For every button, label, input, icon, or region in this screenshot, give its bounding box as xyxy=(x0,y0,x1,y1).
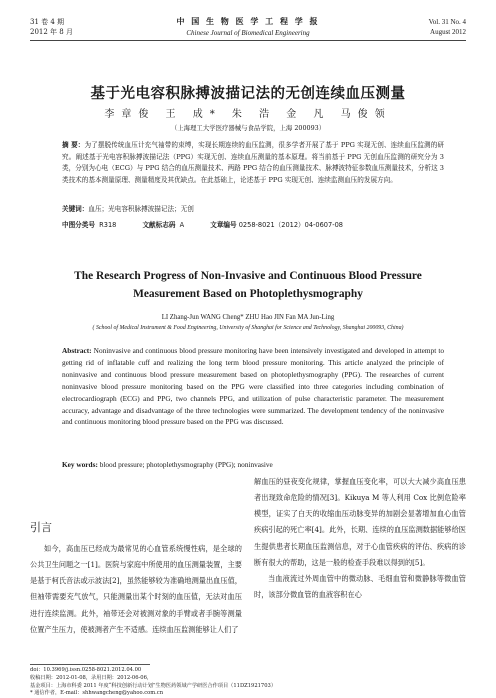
doc-code-label: 文献标志码 xyxy=(142,221,176,229)
article-no-label: 文章编号 xyxy=(210,221,237,229)
article-title-cn: 基于光电容积脉搏波描记法的无创连续血压测量 xyxy=(90,86,406,102)
header-volume-en: Vol. 31 No. 4 xyxy=(428,18,466,26)
footnote-doi: doi：10.3969/j.issn.0258-8021.2012.04.00 xyxy=(30,667,142,673)
section-title: 引言 xyxy=(30,521,52,534)
body-right-column xyxy=(254,474,466,603)
authors-en: LI Zhang-Jun WANG Cheng* ZHU Hao JIN Fan MA Jun-Ling xyxy=(161,314,335,321)
footnote-rule xyxy=(30,664,150,665)
affiliation-en: ( School of Medical Instrument & Food Engineering, University of Shanghai for Science and Technology, Shanghai 200093, China) xyxy=(92,325,404,331)
class-no: R318 xyxy=(99,221,117,229)
body-right-para2: 当血液流过外周血管中的微动脉、毛细血管和微静脉等微血管时，该部分微血管的血液容积在心 xyxy=(254,573,466,600)
affiliation-cn: （上海理工大学医疗器械与食品学院，上海 200093） xyxy=(170,124,326,132)
article-title-en-line1: The Research Progress of Non-Invasive and Continuous Blood Pressure xyxy=(74,270,422,282)
abstract-cn-label: 摘 要： xyxy=(62,141,85,149)
footnote-corresponding: * 通信作者，E-mail：shhwangcheng@yahoo.com.cn xyxy=(30,690,164,697)
header-rule xyxy=(30,40,466,41)
abstract-en xyxy=(62,345,444,428)
abstract-en-label: Abstract: xyxy=(62,346,92,355)
header-date-en: August 2012 xyxy=(430,28,466,36)
class-no-label: 中图分类号 xyxy=(62,221,95,229)
body-right-para1: 解血压的昼夜变化规律，掌握血压变化率，可以大大减少高血压患者出现致命危险的情况[3]。Kikuya M 等人利用 Cox 比例危险率模型，证实了白天的收缩血压动脉变异的加剧会显著增加血心血管疾病引起的死亡率[4]。此外，长期、连续的血压监测数据能够给医生提供患者长期血压监测信息，对于心血管疾病的评估、疾病的诊断有很大的帮助，这是一般的检查手段难以得到的[5]。 xyxy=(254,477,466,567)
keywords-en-label: Key words: xyxy=(62,460,98,469)
abstract-cn-text: 为了摆脱传统血压计充气袖带的束缚，实现长期连续的血压监测，很多学者开展了基于 PPG 实现无创、连续血压监测的研究。阐述基于光电容积脉搏波描记法（PPG）实现无创、连续血压测量的基本原理。将当前基于 PPG 无创血压监测的研究分为 3 类，分别为心电（ECG）与 PPG 结合的血压测量技术、两路 PPG 结合的血压测量技术、脉搏波特征参数血压测量技术，分析这 3 类技术的基本测量原理、测量精度及其优缺点。在此基础上，论述基于 PPG 实现无创、连续监测血压的发展方向。 xyxy=(62,141,444,184)
header-volume-cn: 31 卷 4 期 xyxy=(30,18,65,26)
article-title-en-line2: Measurement Based on Photoplethysmography xyxy=(133,288,363,300)
body-left-column: 如今，高血压已经成为最常见的心血管系统慢性病，是全球的公共卫生问题之一[1]。医院与家庭中所使用的血压测量装置，主要是基于柯氏音法或示波法[2]，虽然能够较为准确地测量出血压值，但袖带需要充气放气，只能测量出某个时刻的血压值，无法对血压进行连续监测。此外，袖带还会对被测对象的手臂或者手腕等测量位置产生压力，使被测者产生不适感。连续血压监测能够让人们了 xyxy=(30,544,242,634)
keywords-cn xyxy=(62,204,444,216)
doc-code: A xyxy=(179,221,185,229)
authors-cn: 李章俊 王 成* 朱 浩 金 凡 马俊领 xyxy=(104,109,392,120)
header-journal-en: Chinese Journal of Biomedical Engineering xyxy=(186,29,310,37)
keywords-en xyxy=(62,460,444,469)
header-journal-cn: 中 国 生 物 医 学 工 程 学 报 xyxy=(176,17,320,26)
keywords-cn-label: 关键词： xyxy=(62,205,89,213)
footnote-received: 收稿日期：2012-01-08，录用日期：2012-06-06， xyxy=(30,674,153,681)
abstract-en-text: Noninvasive and continuous blood pressure monitoring have been intensively investigated and developed in attempt to getting rid of inflatable cuff and realizing the long term blood pressure monitoring. This article analyzed the principle of noninvasive and continuous blood pressure measurement based on photoplethysmography (PPG). The researches of current noninvasive blood pressure monitoring based on the PPG were classified into three categories including combination of electrocardiograph (ECG) and PPG, two channels PPG, and utilization of pulse characteristic parameter. The measurement accuracy, advantage and disadvantage of the three technologies were summarized. The development tendency of the noninvasive and continuous monitoring blood pressure based on the PPG was discussed. xyxy=(62,346,444,427)
keywords-cn-text: 血压；光电容积脉搏波描记法；无创 xyxy=(88,205,194,213)
header-date-cn: 2012 年 8 月 xyxy=(30,28,73,36)
footnote-fund: 基金项目：上海市科委 2011 年度“科技创新行动计划”生物医药领域产学研医合作项目（11DZ1921703） xyxy=(30,682,277,689)
classification-line xyxy=(62,219,367,229)
abstract-cn xyxy=(62,140,444,186)
footnotes xyxy=(30,667,466,698)
keywords-en-text: blood pressure; photoplethysmography (PPG); noninvasive xyxy=(99,460,273,469)
article-no: 0258-8021（2012）04-0607-08 xyxy=(238,221,343,229)
